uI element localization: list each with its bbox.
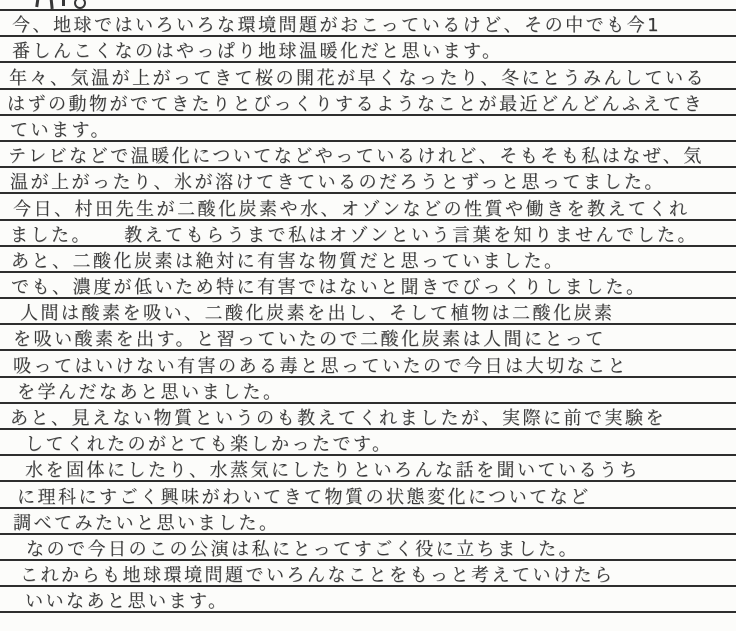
handwritten-line: [0, 273, 736, 299]
handwritten-line: [0, 535, 736, 561]
handwritten-line: [0, 404, 736, 430]
handwritten-line: [0, 561, 736, 587]
handwritten-text: 調べてみたいと思いました。: [13, 512, 280, 534]
handwritten-text: 番しんこくなのはやっぱり地球温暖化だと思います。: [12, 41, 503, 63]
handwritten-line: [0, 116, 736, 142]
handwritten-line: [0, 90, 736, 116]
handwritten-line: [0, 11, 736, 37]
handwritten-line: [0, 142, 736, 168]
handwritten-text: 水を固体にしたり、水蒸気にしたりといろんな話を聞いているうち: [25, 460, 640, 482]
handwritten-line: [0, 37, 736, 63]
handwritten-text: 人間は酸素を吸い、二酸化炭素を出し、そして植物は二酸化炭素: [20, 303, 615, 325]
handwritten-line: [0, 587, 736, 613]
handwritten-text: ています。: [10, 119, 112, 141]
handwritten-text: 今、地球ではいろいろな環境問題がおこっているけど、その中でも今1: [12, 15, 662, 37]
handwritten-text: あと、二酸化炭素は絶対に有害な物質だと思っていました。: [11, 250, 565, 272]
handwritten-line: [0, 430, 736, 456]
handwritten-text: ました。 教えてもらうまで私はオゾンという言葉を知りませんでした。: [10, 224, 698, 246]
handwritten-text: なので今日のこの公演は私にとってすごく役に立ちました。: [26, 538, 580, 560]
handwritten-line: [0, 168, 736, 194]
handwritten-line: [0, 221, 736, 247]
handwritten-line: [0, 325, 736, 351]
handwritten-line: [0, 456, 736, 482]
handwritten-text: あと、見えない物質というのも教えてくれましたが、実際に前で実験を: [10, 408, 666, 429]
handwritten-line: [0, 378, 736, 404]
handwritten-line: [0, 194, 736, 220]
handwritten-text: を学んだなあと思いました。: [17, 381, 284, 403]
handwritten-line: [0, 351, 736, 377]
handwritten-text: はずの動物がでてきたりとびっくりするようなことが最近どんどんふえてき: [7, 93, 704, 115]
handwritten-line: [0, 509, 736, 535]
handwritten-line: [0, 482, 736, 508]
handwritten-text: 温が上がったり、氷が溶けてきているのだろうとずっと思ってました。: [10, 172, 665, 194]
handwritten-text: いいなあと思います。: [25, 591, 229, 613]
handwritten-text: テレビなどで温暖化についてなどやっているけれど、そもそも私はなぜ、気: [8, 146, 704, 168]
handwritten-text: これからも地球環境問題でいろんなことをもっと考えていけたら: [20, 565, 615, 587]
handwritten-line: [0, 247, 736, 273]
handwritten-text: 年々、気温が上がってきて桜の開花が早くなったり、冬にとうみんしている: [9, 67, 706, 89]
handwritten-text: 吸ってはいけない有害のある毒と思っていたので今日は大切なこと: [13, 355, 628, 377]
handwritten-text: に理科にすごく興味がわいてきて物質の状態変化についてなど: [17, 486, 591, 508]
handwritten-text: してくれたのがとても楽しかったです。: [25, 434, 393, 456]
handwritten-line: [0, 299, 736, 325]
handwritten-text: でも、濃度が低いため特に有害ではないと聞きでびっくりしました。: [11, 277, 647, 299]
handwritten-text: を吸い酸素を出す。と習っていたので二酸化炭素は人間にとって: [13, 329, 606, 351]
handwritten-text: 今日、村田先生が二酸化炭素や水、オゾンなどの性質や働きを教えてくれ: [13, 198, 690, 220]
ruled-line-partial: [0, 0, 736, 11]
handwritten-line: [0, 63, 736, 89]
